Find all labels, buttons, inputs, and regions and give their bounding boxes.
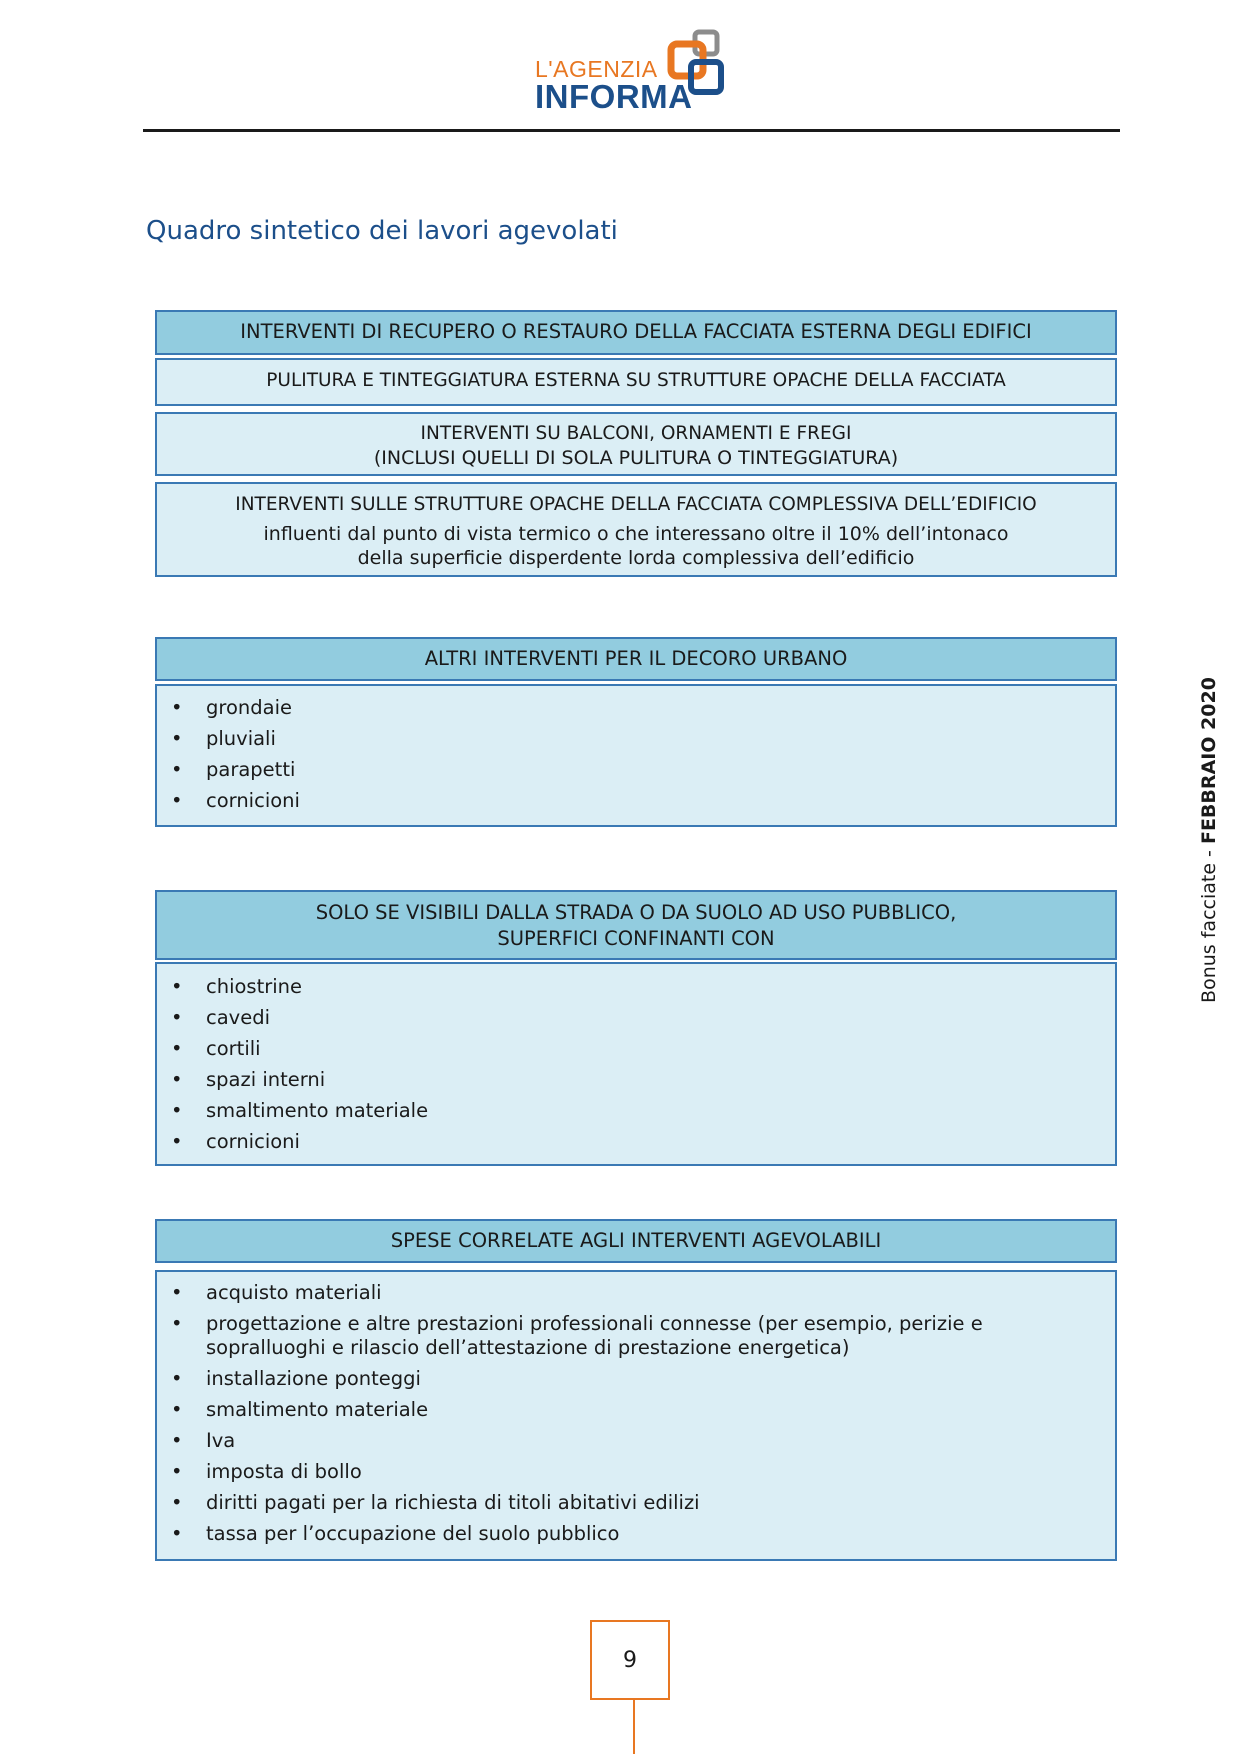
- group1-header: [155, 310, 1117, 355]
- list-item: • spazi interni: [157, 1068, 1115, 1092]
- logo-bottom-text: INFORMA: [535, 78, 693, 115]
- list-item: • diritti pagati per la richiesta di titoli abitativi edilizi: [157, 1491, 1085, 1515]
- group2-header: [155, 637, 1117, 681]
- list-item: • pluviali: [157, 727, 1115, 751]
- group4-header-text: SPESE CORRELATE AGLI INTERVENTI AGEVOLABILI: [390, 1229, 882, 1252]
- page-number-connector: [633, 1700, 635, 1754]
- list-item: • chiostrine: [157, 975, 1115, 999]
- group1-row3: [155, 482, 1117, 577]
- group1-header-text: INTERVENTI DI RECUPERO O RESTAURO DELLA FACCIATA ESTERNA DEGLI EDIFICI: [240, 320, 1032, 343]
- group1-row2-title: INTERVENTI SU BALCONI, ORNAMENTI E FREGI: [420, 423, 852, 444]
- list-item: • Iva: [157, 1429, 1085, 1453]
- group1-row3-line2: della superficie disperdente lorda complessiva dell’edificio: [357, 547, 915, 569]
- group1-row3-line1: influenti dal punto di vista termico o che interessano oltre il 10% dell’intonaco: [263, 523, 1009, 545]
- header-divider: [143, 129, 1120, 132]
- list-item: • cavedi: [157, 1006, 1115, 1030]
- logo-top-text: L'AGENZIA: [535, 56, 658, 82]
- list-item: • installazione ponteggi: [157, 1367, 1085, 1391]
- list-item: • cornicioni: [157, 789, 1115, 813]
- list-item: • tassa per l’occupazione del suolo pubblico: [157, 1522, 1085, 1546]
- group1-row2: [155, 412, 1117, 476]
- group3-header-line2: SUPERFICI CONFINANTI CON: [497, 927, 775, 950]
- page-number: [590, 1620, 670, 1700]
- group3-list: [157, 975, 1115, 1154]
- group1-row3-title: INTERVENTI SULLE STRUTTURE OPACHE DELLA FACCIATA COMPLESSIVA DELL’EDIFICIO: [235, 494, 1037, 515]
- logo-squares-icon: [665, 28, 737, 100]
- list-item: • smaltimento materiale: [157, 1398, 1085, 1422]
- group2-list-box: [155, 684, 1117, 827]
- group4-header: [155, 1219, 1117, 1263]
- list-item: • progettazione e altre prestazioni professionali connesse (per esempio, perizie e sopralluoghi e rilascio dell’attestazione di prestazione energetica): [157, 1312, 1085, 1360]
- group1-row1: [155, 358, 1117, 406]
- group2-header-text: ALTRI INTERVENTI PER IL DECORO URBANO: [424, 647, 848, 670]
- group3-list-box: [155, 962, 1117, 1166]
- section-title: Quadro sintetico dei lavori agevolati: [146, 216, 618, 246]
- agenzia-informa-logo: [535, 28, 735, 115]
- side-label: Bonus facciate - FEBBRAIO 2020: [1198, 677, 1220, 1003]
- group1-row2-subtitle: (INCLUSI QUELLI DI SOLA PULITURA O TINTEGGIATURA): [373, 447, 899, 469]
- group1-row1-text: PULITURA E TINTEGGIATURA ESTERNA SU STRUTTURE OPACHE DELLA FACCIATA: [266, 370, 1006, 391]
- group2-list: [157, 696, 1115, 813]
- list-item: • parapetti: [157, 758, 1115, 782]
- page-number-text: 9: [623, 1647, 637, 1673]
- list-item: • imposta di bollo: [157, 1460, 1085, 1484]
- group3-header: [155, 890, 1117, 960]
- list-item: • acquisto materiali: [157, 1281, 1085, 1305]
- group4-list: [157, 1281, 1085, 1546]
- group4-list-box: [155, 1270, 1117, 1561]
- list-item: • smaltimento materiale: [157, 1099, 1115, 1123]
- list-item: • grondaie: [157, 696, 1115, 720]
- group3-header-line1: SOLO SE VISIBILI DALLA STRADA O DA SUOLO AD USO PUBBLICO,: [315, 901, 957, 924]
- list-item: • cornicioni: [157, 1130, 1115, 1154]
- list-item: • cortili: [157, 1037, 1115, 1061]
